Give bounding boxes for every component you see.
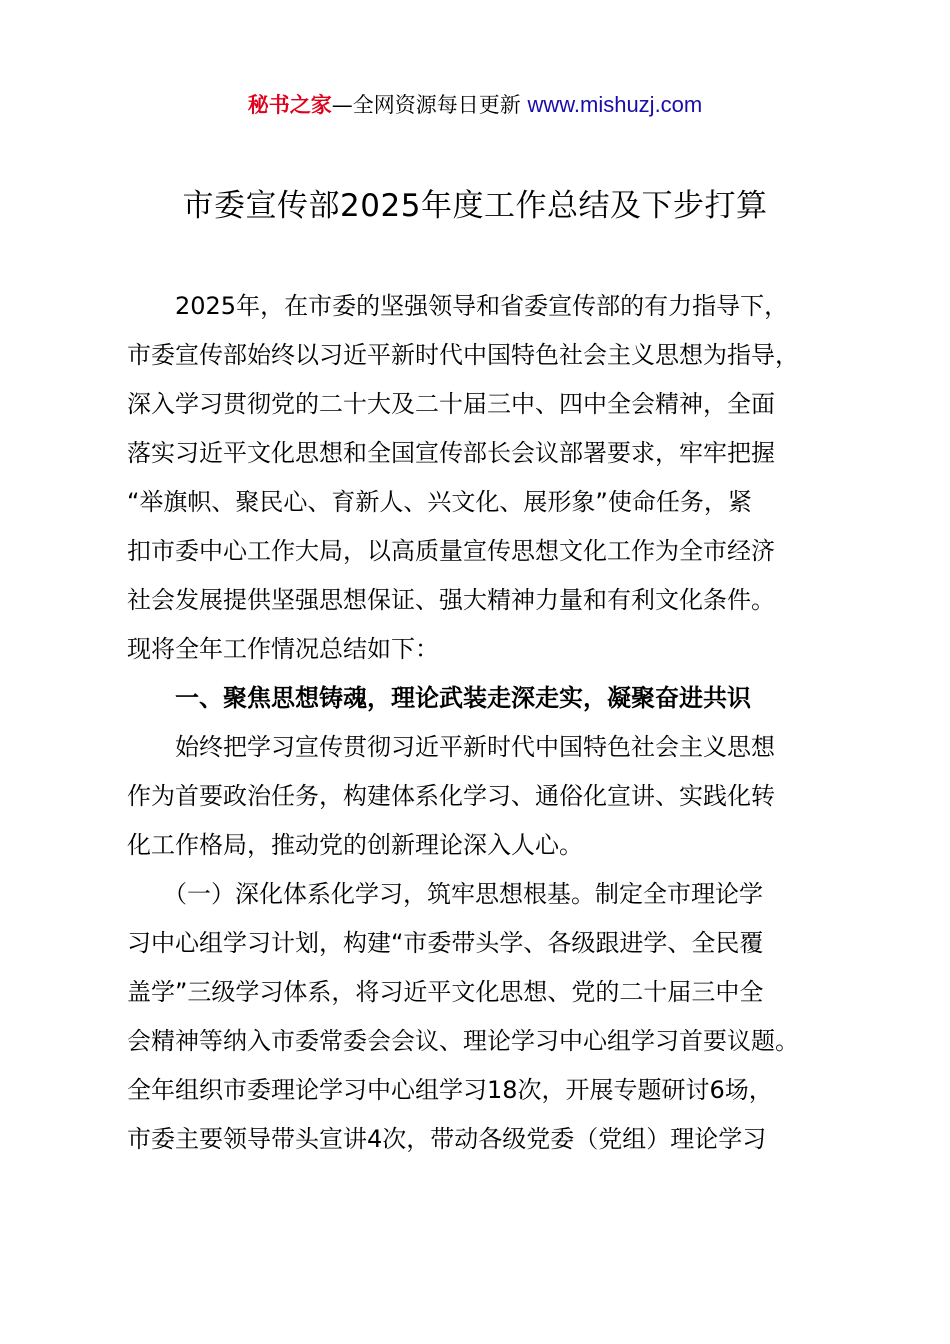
body-line: 市委宣传部始终以习近平新时代中国特色社会主义思想为指导， [127, 341, 799, 369]
body-line: （一）深化体系化学习，筑牢思想根基。制定全市理论学 [127, 880, 763, 908]
body-line: “举旗帜、聚民心、育新人、兴文化、展形象”使命任务，紧 [127, 488, 752, 516]
body-line: 会精神等纳入市委常委会会议、理论学习中心组学习首要议题。 [127, 1027, 799, 1055]
section-heading: 一、聚焦思想铸魂，理论武装走深走实，凝聚奋进共识 [127, 684, 751, 712]
site-brand: 秘书之家 [247, 93, 332, 117]
body-line: 作为首要政治任务，构建体系化学习、通俗化宣讲、实践化转 [127, 782, 775, 810]
body-line: 盖学”三级学习体系，将习近平文化思想、党的二十届三中全 [127, 978, 764, 1006]
body-line: 落实习近平文化思想和全国宣传部长会议部署要求，牢牢把握 [127, 439, 775, 467]
body-line: 全年组织市委理论学习中心组学习18次，开展专题研讨6场， [127, 1076, 773, 1104]
site-banner [0, 88, 950, 122]
document-title: 市委宣传部2025年度工作总结及下步打算 [182, 188, 768, 224]
body-line: 习中心组学习计划，构建“市委带头学、各级跟进学、全民覆 [127, 929, 764, 957]
body-line: 社会发展提供坚强思想保证、强大精神力量和有利文化条件。 [127, 586, 775, 614]
body-line: 2025年，在市委的坚强领导和省委宣传部的有力指导下， [127, 292, 789, 320]
body-line: 深入学习贯彻党的二十大及二十届三中、四中全会精神，全面 [127, 390, 775, 418]
body-line: 现将全年工作情况总结如下： [127, 635, 439, 663]
banner-tagline: —全网资源每日更新 [331, 93, 528, 117]
body-line: 扣市委中心工作大局，以高质量宣传思想文化工作为全市经济 [127, 537, 775, 565]
site-url-link[interactable]: www.mishuzj.com [527, 92, 703, 117]
body-line: 化工作格局，推动党的创新理论深入人心。 [127, 831, 583, 859]
document-body [127, 282, 847, 1164]
body-line: 市委主要领导带头宣讲4次，带动各级党委（党组）理论学习 [127, 1125, 767, 1153]
body-line: 始终把学习宣传贯彻习近平新时代中国特色社会主义思想 [127, 733, 775, 761]
